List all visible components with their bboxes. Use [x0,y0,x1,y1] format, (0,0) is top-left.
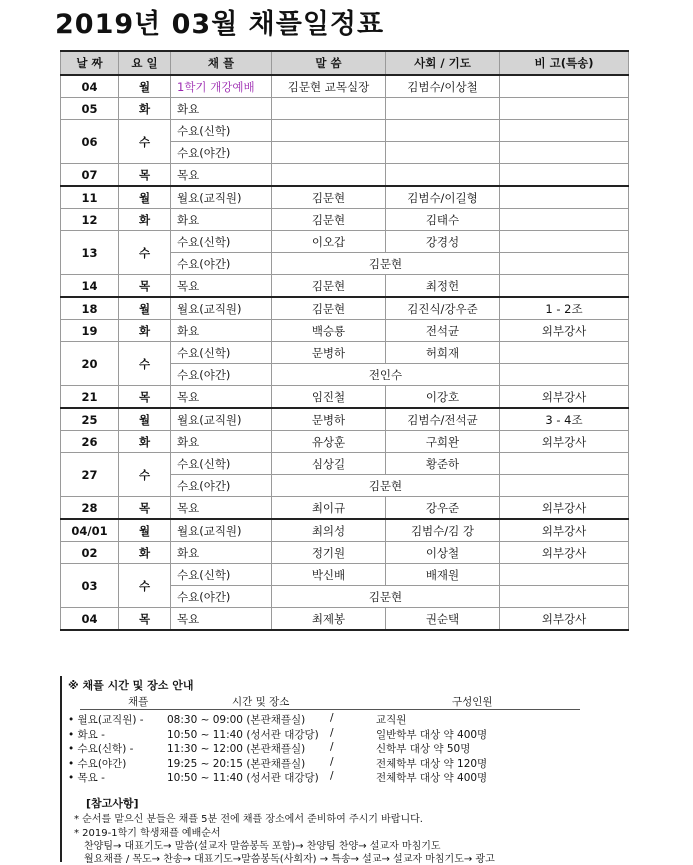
chapel-cell: 수요(야간) [171,475,272,497]
day-cell: 화 [119,542,171,564]
date-cell: 06 [61,120,119,164]
day-cell: 수 [119,120,171,164]
page-title: 2019년 03월 채플일정표 [55,9,385,40]
chapel-cell: 월요(교직원) [171,186,272,209]
date-cell: 12 [61,209,119,231]
notice-chapel-name: • 수요(야간) [68,757,127,770]
day-cell: 수 [119,231,171,275]
notice-separator: / [330,712,334,724]
note-cell [500,564,629,586]
notice-time-place: 10:50 ~ 11:40 (성서관 대강당) [167,728,319,741]
sermon-cell: 김문현 교목실장 [272,75,386,98]
table-row [61,608,629,631]
day-cell: 월 [119,297,171,320]
date-cell: 21 [61,386,119,409]
date-cell: 03 [61,564,119,608]
header-chapel: 채 플 [171,51,272,75]
notice-chapel-name: • 목요 - [68,772,105,784]
note-cell [500,275,629,298]
host-prayer-cell: 이강호 [386,386,500,409]
host-prayer-cell: 김태수 [386,209,500,231]
chapel-cell: 목요 [171,164,272,187]
date-cell: 27 [61,453,119,497]
note-cell [500,120,629,142]
day-cell: 수 [119,342,171,386]
table-header-row [61,51,629,75]
table-row [61,231,629,253]
host-prayer-cell: 구희완 [386,431,500,453]
chapel-cell: 목요 [171,608,272,631]
note-cell: 외부강사 [500,386,629,409]
sermon-cell: 임진철 [272,386,386,409]
notice-header-divider [80,709,580,710]
sermon-cell: 최의성 [272,519,386,542]
note-cell [500,142,629,164]
note-cell [500,586,629,608]
day-cell: 수 [119,564,171,608]
chapel-cell: 월요(교직원) [171,519,272,542]
notice-row [62,770,622,785]
date-cell: 11 [61,186,119,209]
sermon-host-merged-cell: 김문현 [272,475,500,497]
note-cell [500,364,629,386]
day-cell: 목 [119,164,171,187]
notice-time-place: 10:50 ~ 11:40 (성서관 대강당) [167,772,319,784]
host-prayer-cell: 이상철 [386,542,500,564]
host-prayer-cell: 강우준 [386,497,500,520]
chapel-cell: 수요(신학) [171,564,272,586]
chapel-cell: 수요(야간) [171,142,272,164]
reference-line: 찬양팀→ 대표기도→ 말씀(설교자 말씀봉독 포함)→ 찬양팀 찬양→ 설교자 마침기도 [84,841,441,852]
host-prayer-cell [386,142,500,164]
notice-members: 신학부 대상 약 50명 [376,743,471,755]
note-cell [500,209,629,231]
day-cell: 월 [119,75,171,98]
chapel-cell: 수요(야간) [171,253,272,275]
note-cell: 외부강사 [500,497,629,520]
header-note: 비 고(특송) [500,51,629,75]
schedule-body [61,75,629,630]
date-cell: 26 [61,431,119,453]
notice-time-place: 08:30 ~ 09:00 (본관채플실) [167,714,306,726]
note-cell [500,75,629,98]
chapel-cell: 화요 [171,98,272,120]
chapel-cell: 화요 [171,542,272,564]
sermon-cell: 문병하 [272,408,386,431]
host-prayer-cell: 허희재 [386,342,500,364]
notice-chapel-name: • 수요(신학) - [68,743,134,755]
sermon-cell: 김문현 [272,275,386,298]
table-row [61,297,629,320]
note-cell: 외부강사 [500,519,629,542]
notice-time-place: 19:25 ~ 20:15 (본관채플실) [167,757,306,770]
table-row [61,519,629,542]
sermon-cell: 최제봉 [272,608,386,631]
sermon-cell: 심상길 [272,453,386,475]
host-prayer-cell [386,120,500,142]
header-day: 요 일 [119,51,171,75]
chapel-cell: 화요 [171,431,272,453]
reference-line: * 순서를 맡으신 분들은 채플 5분 전에 채플 장소에서 준비하여 주시기 바랍니다. [74,814,423,825]
notice-col-chapel: 채플 [128,696,149,708]
chapel-cell: 화요 [171,209,272,231]
note-cell [500,453,629,475]
host-prayer-cell: 강경성 [386,231,500,253]
sermon-cell: 백승룡 [272,320,386,342]
table-row [61,186,629,209]
table-row [61,386,629,409]
note-cell [500,98,629,120]
table-row [61,497,629,520]
host-prayer-cell: 김범수/전석균 [386,408,500,431]
chapel-cell: 수요(야간) [171,586,272,608]
day-cell: 화 [119,209,171,231]
note-cell: 3 - 4조 [500,408,629,431]
table-row [61,564,629,586]
notice-separator: / [330,755,334,768]
date-cell: 20 [61,342,119,386]
reference-line: * 2019-1학기 학생채플 예배순서 [74,828,221,839]
day-cell: 목 [119,275,171,298]
chapel-cell: 수요(신학) [171,453,272,475]
sermon-cell [272,98,386,120]
header-date: 날 짜 [61,51,119,75]
sermon-host-merged-cell: 김문현 [272,253,500,275]
notice-members: 일반학부 대상 약 400명 [376,728,488,741]
date-cell: 28 [61,497,119,520]
note-cell [500,342,629,364]
date-cell: 13 [61,231,119,275]
date-cell: 18 [61,297,119,320]
sermon-cell: 이오갑 [272,231,386,253]
table-row [61,342,629,364]
table-row [61,408,629,431]
day-cell: 목 [119,608,171,631]
sermon-cell: 문병하 [272,342,386,364]
note-cell: 외부강사 [500,542,629,564]
sermon-cell [272,120,386,142]
table-row [61,164,629,187]
notice-separator: / [330,741,334,753]
day-cell: 월 [119,408,171,431]
day-cell: 월 [119,186,171,209]
sermon-cell: 최이규 [272,497,386,520]
chapel-cell: 수요(야간) [171,364,272,386]
header-host-prayer: 사회 / 기도 [386,51,500,75]
host-prayer-cell: 김범수/이길형 [386,186,500,209]
host-prayer-cell [386,164,500,187]
notice-row [62,712,622,727]
notice-separator: / [330,726,334,739]
table-row [61,542,629,564]
date-cell: 07 [61,164,119,187]
host-prayer-cell: 배재원 [386,564,500,586]
host-prayer-cell: 황준하 [386,453,500,475]
date-cell: 14 [61,275,119,298]
notice-chapel-name: • 화요 - [68,728,105,741]
notice-separator: / [330,770,334,782]
host-prayer-cell: 김범수/김 강 [386,519,500,542]
notice-members: 교직원 [376,714,407,726]
sermon-host-merged-cell: 김문현 [272,586,500,608]
chapel-cell: 수요(신학) [171,231,272,253]
date-cell: 19 [61,320,119,342]
chapel-cell: 월요(교직원) [171,408,272,431]
schedule-table [60,50,629,631]
day-cell: 수 [119,453,171,497]
host-prayer-cell: 김진식/강우준 [386,297,500,320]
day-cell: 월 [119,519,171,542]
notice-row [62,741,622,756]
note-cell: 외부강사 [500,431,629,453]
table-row [61,453,629,475]
notice-chapel-name: • 월요(교직원) - [68,714,144,726]
sermon-cell [272,164,386,187]
day-cell: 화 [119,98,171,120]
day-cell: 화 [119,320,171,342]
table-row [61,98,629,120]
host-prayer-cell: 김범수/이상철 [386,75,500,98]
day-cell: 목 [119,497,171,520]
host-prayer-cell: 권순택 [386,608,500,631]
note-cell: 외부강사 [500,608,629,631]
notice-members: 전체학부 대상 약 120명 [376,757,488,770]
chapel-cell: 화요 [171,320,272,342]
note-cell [500,475,629,497]
sermon-cell: 김문현 [272,186,386,209]
chapel-info-notice [60,676,628,865]
reference-title: [참고사항] [86,797,139,810]
date-cell: 04 [61,75,119,98]
notice-members: 전체학부 대상 약 400명 [376,772,488,784]
table-row [61,75,629,98]
notice-col-members: 구성인원 [452,696,493,708]
date-cell: 04 [61,608,119,631]
chapel-cell: 1학기 개강예배 [171,75,272,98]
chapel-cell: 목요 [171,497,272,520]
note-cell [500,253,629,275]
sermon-cell: 김문현 [272,297,386,320]
date-cell: 25 [61,408,119,431]
chapel-cell: 목요 [171,275,272,298]
host-prayer-cell: 최정헌 [386,275,500,298]
table-row [61,275,629,298]
sermon-cell: 박신배 [272,564,386,586]
notice-row [62,727,622,742]
chapel-cell: 월요(교직원) [171,297,272,320]
day-cell: 화 [119,431,171,453]
date-cell: 05 [61,98,119,120]
notice-time-place: 11:30 ~ 12:00 (본관채플실) [167,743,306,755]
header-sermon: 말 씀 [272,51,386,75]
host-prayer-cell: 전석균 [386,320,500,342]
note-cell [500,231,629,253]
notice-col-time: 시간 및 장소 [232,696,290,708]
date-cell: 04/01 [61,519,119,542]
note-cell: 외부강사 [500,320,629,342]
sermon-cell: 정기원 [272,542,386,564]
table-row [61,320,629,342]
note-cell [500,186,629,209]
note-cell: 1 - 2조 [500,297,629,320]
sermon-cell: 유상훈 [272,431,386,453]
note-cell [500,164,629,187]
date-cell: 02 [61,542,119,564]
notice-row [62,756,622,771]
sermon-host-merged-cell: 전인수 [272,364,500,386]
table-row [61,209,629,231]
chapel-cell: 목요 [171,386,272,409]
table-row [61,120,629,142]
reference-line: 월요채플 / 목도→ 찬송→ 대표기도→말씀봉독(사회자) → 특송→ 설교→ 설교자 마침기도→ 광고 [84,854,495,865]
notice-title: ※ 채플 시간 및 장소 안내 [68,679,194,692]
table-row [61,431,629,453]
chapel-cell: 수요(신학) [171,342,272,364]
sermon-cell: 김문현 [272,209,386,231]
day-cell: 목 [119,386,171,409]
host-prayer-cell [386,98,500,120]
sermon-cell [272,142,386,164]
chapel-cell: 수요(신학) [171,120,272,142]
